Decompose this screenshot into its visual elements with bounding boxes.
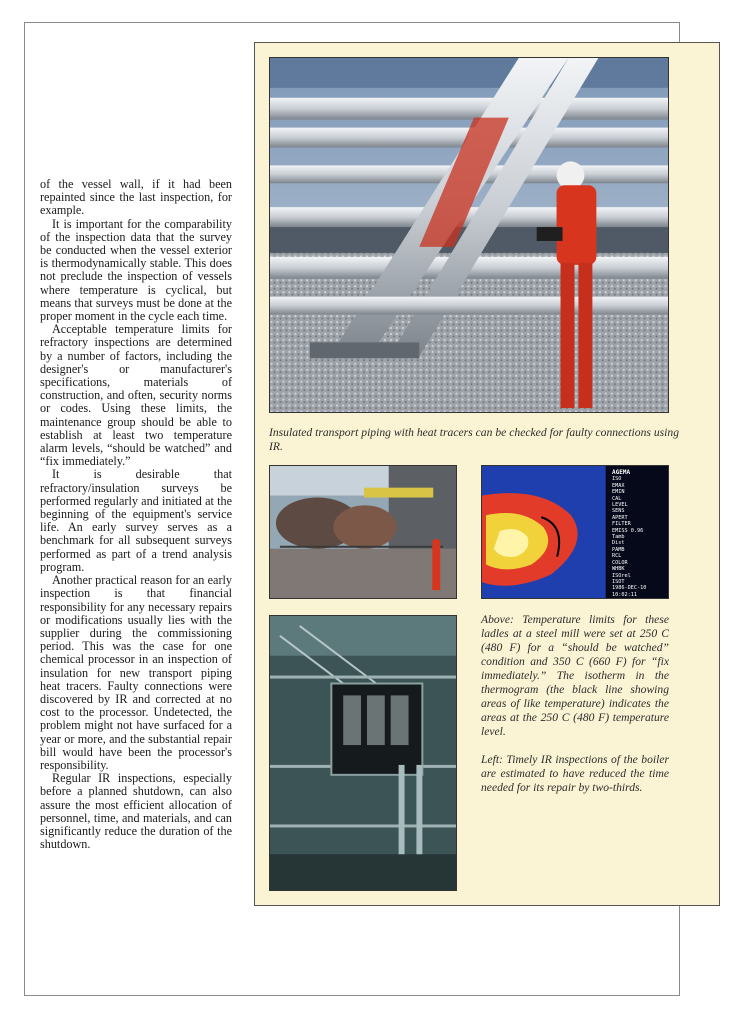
readout-line: ISO — [612, 476, 622, 483]
thermogram-time: 10:02:11 — [612, 591, 637, 598]
ladle-boiler-caption — [481, 613, 669, 809]
readout-line: EMAX — [612, 482, 625, 489]
ladle-photo — [269, 465, 457, 599]
readout-line: EMIN — [612, 489, 625, 496]
readout-line: FILTER — [612, 521, 631, 528]
sidebar-panel — [254, 42, 720, 906]
readout-line: PAMB — [612, 546, 625, 553]
readout-line: LEVEL — [612, 502, 628, 509]
piping-photo — [269, 57, 669, 413]
paragraph-6: Regular IR inspections, especially before a planned shutdown, can also assure the most efficient allocation of personnel, time, and materials, and can significantly reduce the duration of the shutdown. — [40, 771, 232, 852]
thermogram-header: AGEMA — [612, 469, 631, 476]
paragraph-1: of the vessel wall, if it had been repainted since the last inspection, for example. — [40, 177, 232, 218]
readout-line: Tamb — [612, 534, 625, 541]
left-caption: Left: Timely IR inspections of the boiler are estimated to have reduced the time needed for its repair by two-thirds. — [481, 753, 669, 794]
readout-line: APERT — [612, 514, 628, 521]
above-caption: Above: Temperature limits for these ladles at a steel mill were set at 250 C (480 F) for a “should be watched” condition and 350 C (660 F) for “fix immediately.” The isotherm in the thermogram (the black line showing areas of like temperature) indicates the areas at the 250 C (480 F) temperature level. — [481, 613, 669, 738]
readout-line: Dist — [612, 540, 625, 547]
readout-line: WHBK — [612, 566, 625, 573]
piping-caption-text: Insulated transport piping with heat tracers can be checked for faulty connections using IR. — [269, 426, 679, 453]
thermogram-readout-panel — [612, 470, 668, 598]
readout-line: RCL — [612, 553, 622, 560]
readout-line: EMISS 0.96 — [612, 527, 644, 534]
paragraph-2: It is important for the comparability of the inspection data that the survey be conducted when the vessel exterior is thermodynamically stable. This does not preclude the inspection of vessels where temperature is cyclical, but means that surveys must be done at the proper moment in the cycle each time. — [40, 216, 232, 324]
readout-line: ISOT — [612, 578, 625, 585]
body-text-column — [40, 178, 232, 851]
piping-caption — [269, 426, 679, 454]
paragraph-3: Acceptable temperature limits for refractory inspections are determined by a number of factors, including the designer's or manufacturer's specifications, materials of construction, and often, security norms or codes. Using these limits, the maintenance group should be able to establish at least two temperature alarm levels, “should be watched” and “fix immediately.” — [40, 322, 232, 469]
boiler-photo — [269, 615, 457, 891]
thermogram-image — [481, 465, 669, 599]
readout-line: COLOR — [612, 559, 628, 566]
readout-line: SENS — [612, 508, 625, 515]
readout-line: ISOrel — [612, 572, 631, 579]
paragraph-4: It is desirable that refractory/insulation surveys be performed regularly and initiated at the beginning of the equipment's service life. An early survey serves as a benchmark for all subsequent surveys performed as part of a trend analysis program. — [40, 467, 232, 574]
thermogram-date: 1986-DEC-10 — [612, 585, 647, 592]
readout-line: CAL — [612, 495, 622, 502]
paragraph-5: Another practical reason for an early inspection is that financial responsibility for any necessary repairs or modifications usually lies with the supplier during the commissioning period. This was the case for one chemical processor in an inspection of insulation for new transport piping heat tracers. Faulty connections were discovered by IR and corrected at no cost to the processor. Undetected, the problem might not have surfaced for a year or more, and the substantial repair bill would have been the processor's responsibility. — [40, 573, 232, 772]
